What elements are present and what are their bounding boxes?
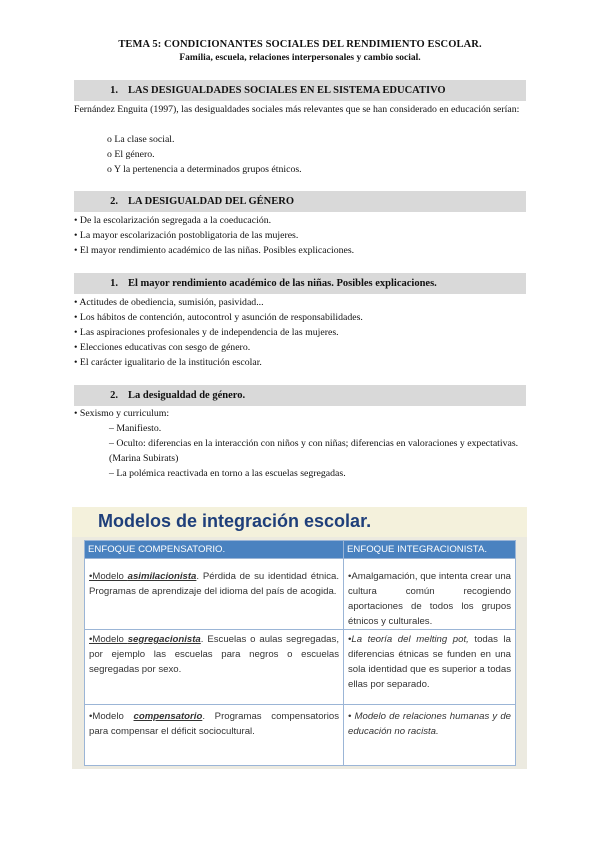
model-term: asimilacionista — [127, 571, 197, 582]
section-title: El mayor rendimiento académico de las niñas. Posibles explicaciones. — [128, 278, 437, 289]
model-prefix: •Modelo — [89, 711, 134, 722]
model-description: . Escuelas o aulas segregadas, por ejemplo las escuelas para negros o escuelas segregadas por sexo. — [89, 634, 339, 675]
section-title: LA DESIGUALDAD DEL GÉNERO — [128, 196, 294, 207]
model-description: • Modelo de relaciones humanas y de educación no racista. — [348, 711, 511, 737]
section-number: 1. — [110, 278, 118, 289]
section-1-intro: Fernández Enguita (1997), las desigualdades sociales más relevantes que se han considerado en educación serían: — [74, 104, 520, 115]
list-item: • El mayor rendimiento académico de las niñas. Posibles explicaciones. — [74, 245, 355, 256]
list-item: • El carácter igualitario de la institución escolar. — [74, 357, 262, 368]
document-subtitle: Familia, escuela, relaciones interpersonales y cambio social. — [179, 53, 421, 63]
list-item: o Y la pertenencia a determinados grupos étnicos. — [107, 164, 302, 175]
slide-title: Modelos de integración escolar. — [98, 511, 372, 531]
column-header-integrationist: ENFOQUE INTEGRACIONISTA. — [344, 541, 516, 559]
section-number: 1. — [110, 85, 118, 96]
model-prefix: •Modelo — [89, 571, 128, 582]
model-description: •Amalgamación, que intenta crear una cultura común recogiendo aportaciones de todos los grupos étnicos y culturales. — [348, 571, 511, 627]
model-prefix: •Modelo — [89, 634, 128, 645]
section-number: 2. — [110, 390, 118, 401]
table-cell — [85, 559, 344, 630]
table-row — [85, 559, 516, 630]
list-item: o El género. — [107, 149, 155, 160]
subsection-heading-2 — [74, 385, 526, 406]
list-item: o La clase social. — [107, 134, 175, 145]
list-item: • Actitudes de obediencia, sumisión, pasividad... — [74, 297, 264, 308]
table-header-row — [85, 541, 516, 559]
column-header-compensatory: ENFOQUE COMPENSATORIO. — [85, 541, 344, 559]
model-description: . Pérdida de su identidad étnica. Programas de aprendizaje del idioma del país de acogida. — [89, 571, 339, 597]
list-item: • Las aspiraciones profesionales y de independencia de las mujeres. — [74, 327, 339, 338]
list-item: – Oculto: diferencias en la interacción con niños y con niñas; diferencias en valoraciones y expectativas. (Marina Subirats) — [109, 438, 519, 464]
section-title: LAS DESIGUALDADES SOCIALES EN EL SISTEMA EDUCATIVO — [128, 85, 446, 96]
document-title: TEMA 5: CONDICIONANTES SOCIALES DEL RENDIMIENTO ESCOLAR. — [118, 39, 482, 50]
list-item: • La mayor escolarización postobligatoria de las mujeres. — [74, 230, 299, 241]
table-cell — [344, 559, 516, 630]
table-row — [85, 630, 516, 705]
list-item: • Elecciones educativas con sesgo de género. — [74, 342, 251, 353]
models-table — [84, 540, 516, 766]
model-description: . Programas compensatorios para compensar el déficit sociocultural. — [89, 711, 340, 737]
model-term: segregacionista — [127, 634, 201, 645]
table-cell — [344, 705, 516, 766]
subsection-heading-1 — [74, 273, 526, 294]
section-heading-2 — [74, 191, 526, 212]
list-item: – Manifiesto. — [109, 423, 162, 434]
table-cell — [344, 630, 516, 705]
model-term: compensatorio — [133, 711, 203, 722]
model-term: •La teoría del melting pot, — [348, 634, 469, 645]
section-title: La desigualdad de género. — [128, 390, 246, 401]
models-slide — [72, 507, 527, 769]
list-lead: • Sexismo y curriculum: — [74, 408, 170, 419]
list-item: • De la escolarización segregada a la coeducación. — [74, 215, 272, 226]
list-item: • Los hábitos de contención, autocontrol y asunción de responsabilidades. — [74, 312, 363, 323]
section-heading-1 — [74, 80, 526, 101]
table-cell — [85, 705, 344, 766]
list-item: – La polémica reactivada en torno a las escuelas segregadas. — [109, 468, 346, 479]
table-row — [85, 705, 516, 766]
table-cell — [85, 630, 344, 705]
section-number: 2. — [110, 196, 118, 207]
model-description: todas la diferencias étnicas se funden en una sola identidad que es superior a todas ellas por separado. — [348, 634, 511, 690]
